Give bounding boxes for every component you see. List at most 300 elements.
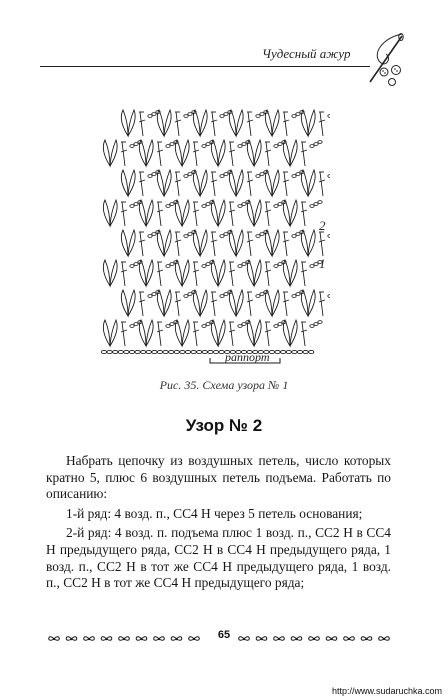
chain-stitch <box>202 265 206 268</box>
stitch-crossbar <box>211 300 217 302</box>
tall-stitch <box>158 202 161 226</box>
cluster-petal <box>272 170 279 196</box>
ornament-dot <box>330 638 332 640</box>
cluster-petal <box>157 170 164 196</box>
chain-stitch <box>141 350 146 353</box>
tall-stitch <box>158 262 161 286</box>
chain-stitch <box>274 265 278 268</box>
cluster-petal <box>301 110 308 136</box>
chain-stitch <box>152 113 156 116</box>
chain-stitch <box>274 145 278 148</box>
stitch-crossbar <box>157 270 163 272</box>
cluster-petal <box>200 110 207 136</box>
tall-stitch <box>302 322 305 346</box>
watermark-url: http://www.sudaruchka.com <box>331 686 442 696</box>
cluster-petal <box>308 170 315 196</box>
chain-stitch <box>135 350 140 353</box>
stitch-crossbar <box>139 180 145 182</box>
chain-stitch <box>166 265 170 268</box>
chain-stitch <box>166 205 170 208</box>
cluster-petal <box>308 110 315 136</box>
paragraph-intro: Набрать цепочку из воздушных петель, число которых кратно 5, плюс 6 воздушных петель подъема. Работать по описанию: <box>46 453 391 502</box>
chain-stitch <box>296 113 300 116</box>
chain-stitch <box>188 113 192 116</box>
chain-stitch <box>134 203 138 206</box>
chain-stitch <box>191 350 196 353</box>
section-title: Узор № 2 <box>185 416 263 435</box>
tall-stitch <box>302 142 305 166</box>
tall-stitch <box>302 202 305 226</box>
tall-stitch <box>320 292 323 316</box>
chain-stitch <box>224 233 228 236</box>
chain-stitch <box>166 325 170 328</box>
chain-stitch <box>148 115 152 118</box>
chain-stitch <box>206 203 210 206</box>
chain-stitch <box>242 263 246 266</box>
tall-stitch <box>320 172 323 196</box>
cluster-petal <box>265 110 272 136</box>
chain-stitch <box>169 350 174 353</box>
cluster-petal <box>193 290 200 316</box>
cluster-petal <box>218 140 225 166</box>
stitch-crossbar <box>121 330 127 332</box>
cluster-petal <box>110 320 117 346</box>
tall-stitch <box>284 172 287 196</box>
cluster-petal <box>103 260 110 286</box>
chain-stitch <box>188 233 192 236</box>
tall-stitch <box>284 292 287 316</box>
chain-stitch <box>260 113 264 116</box>
rapport-label: раппорт <box>225 350 270 364</box>
chain-stitch <box>238 265 242 268</box>
ornament-dot <box>348 638 350 640</box>
cluster-petal <box>211 320 218 346</box>
chain-stitch <box>274 205 278 208</box>
chain-stitch <box>278 323 282 326</box>
chain-stitch <box>113 350 118 353</box>
stitch-crossbar <box>319 120 325 122</box>
stitch-crossbar <box>265 330 271 332</box>
stitch-crossbar <box>139 120 145 122</box>
tall-stitch <box>140 172 143 196</box>
stitch-crossbar <box>247 180 253 182</box>
chain-stitch <box>184 115 188 118</box>
ornament-dot <box>313 638 315 640</box>
cluster-petal <box>229 230 236 256</box>
stitch-crossbar <box>175 240 181 242</box>
chain-stitch <box>188 173 192 176</box>
chain-stitch <box>219 350 224 353</box>
chain-stitch <box>309 350 314 353</box>
chain-stitch <box>242 323 246 326</box>
chain-stitch <box>318 201 322 204</box>
ornament-dot <box>260 638 262 640</box>
chain-stitch <box>269 350 274 353</box>
cluster-petal <box>139 140 146 166</box>
stitch-crossbar <box>247 300 253 302</box>
stitch-crossbar <box>193 270 199 272</box>
chain-stitch <box>278 263 282 266</box>
tall-stitch <box>266 202 269 226</box>
stitch-crossbar <box>265 210 271 212</box>
cluster-petal <box>283 320 290 346</box>
cluster-petal <box>218 200 225 226</box>
stitch-crossbar <box>319 180 325 182</box>
header-rule <box>40 66 370 67</box>
chain-stitch <box>286 350 291 353</box>
cluster-petal <box>218 260 225 286</box>
stitch-crossbar <box>193 150 199 152</box>
cluster-petal <box>247 140 254 166</box>
cluster-petal <box>110 140 117 166</box>
chain-stitch <box>292 235 296 238</box>
tall-stitch <box>302 262 305 286</box>
stitch-crossbar <box>229 150 235 152</box>
chain-stitch <box>152 293 156 296</box>
cluster-petal <box>229 170 236 196</box>
chain-stitch <box>297 350 302 353</box>
chain-stitch <box>202 145 206 148</box>
tall-stitch <box>212 172 215 196</box>
ornament-dot <box>383 638 385 640</box>
body-text <box>46 453 391 595</box>
tall-stitch <box>176 112 179 136</box>
cluster-petal <box>110 200 117 226</box>
chain-stitch <box>101 350 106 353</box>
chain-stitch <box>310 205 314 208</box>
chain-stitch <box>107 350 112 353</box>
chain-stitch <box>157 350 162 353</box>
chain-stitch <box>242 203 246 206</box>
chain-stitch <box>197 350 202 353</box>
cluster-petal <box>236 230 243 256</box>
cluster-petal <box>211 140 218 166</box>
chain-stitch <box>224 113 228 116</box>
cluster-petal <box>182 200 189 226</box>
chain-stitch <box>274 325 278 328</box>
cluster-petal <box>265 290 272 316</box>
chain-stitch <box>206 323 210 326</box>
tall-stitch <box>176 292 179 316</box>
stitch-crossbar <box>283 300 289 302</box>
chain-stitch <box>256 235 260 238</box>
chain-stitch <box>238 145 242 148</box>
stitch-crossbar <box>121 210 127 212</box>
cluster-petal <box>290 200 297 226</box>
row-label-2: 2 <box>319 218 326 233</box>
chain-stitch <box>152 233 156 236</box>
cluster-petal <box>272 290 279 316</box>
stitch-crossbar <box>157 150 163 152</box>
chain-stitch <box>148 175 152 178</box>
stitch-crossbar <box>229 270 235 272</box>
tall-stitch <box>230 202 233 226</box>
stitch-crossbar <box>229 330 235 332</box>
chain-stitch <box>152 350 157 353</box>
chain-stitch <box>130 265 134 268</box>
tall-stitch <box>122 262 125 286</box>
cluster-petal <box>283 260 290 286</box>
cluster-petal <box>247 260 254 286</box>
chain-stitch <box>134 143 138 146</box>
stitch-crossbar <box>283 180 289 182</box>
chain-stitch <box>134 263 138 266</box>
chain-stitch <box>134 323 138 326</box>
chain-stitch <box>318 141 322 144</box>
cluster-petal <box>139 260 146 286</box>
chain-stitch <box>296 173 300 176</box>
footer-ornament-right <box>236 632 396 646</box>
chain-stitch <box>310 265 314 268</box>
tall-stitch <box>176 172 179 196</box>
chain-stitch <box>170 203 174 206</box>
chain-stitch <box>278 143 282 146</box>
cluster-petal <box>301 290 308 316</box>
cluster-petal <box>193 230 200 256</box>
tall-stitch <box>212 232 215 256</box>
ornament-dot <box>243 638 245 640</box>
chain-stitch <box>224 173 228 176</box>
stitch-crossbar <box>265 150 271 152</box>
chain-stitch <box>170 323 174 326</box>
cluster-petal <box>103 200 110 226</box>
cluster-petal <box>308 290 315 316</box>
page-number: 65 <box>217 629 231 641</box>
cluster-petal <box>236 170 243 196</box>
tall-stitch <box>266 262 269 286</box>
stitch-crossbar <box>265 270 271 272</box>
stitch-crossbar <box>301 150 307 152</box>
chain-stitch <box>202 325 206 328</box>
cluster-petal <box>121 170 128 196</box>
stitch-crossbar <box>139 300 145 302</box>
chain-stitch <box>129 350 134 353</box>
stitch-crossbar <box>301 270 307 272</box>
chain-stitch <box>296 233 300 236</box>
chain-stitch <box>260 233 264 236</box>
tall-stitch <box>194 142 197 166</box>
chain-stitch <box>310 325 314 328</box>
chain-stitch <box>292 175 296 178</box>
cluster-petal <box>211 200 218 226</box>
tall-stitch <box>248 112 251 136</box>
cluster-petal <box>103 140 110 166</box>
cluster-petal <box>139 200 146 226</box>
chain-stitch <box>238 205 242 208</box>
cluster-petal <box>110 260 117 286</box>
chain-stitch <box>256 295 260 298</box>
chain-stitch <box>242 143 246 146</box>
stitch-crossbar <box>319 300 325 302</box>
chain-stitch <box>310 145 314 148</box>
cluster-petal <box>121 230 128 256</box>
needle-and-buttons-icon <box>362 28 410 90</box>
chain-stitch <box>130 145 134 148</box>
cluster-petal <box>182 320 189 346</box>
stitch-crossbar <box>157 330 163 332</box>
chain-stitch <box>303 350 308 353</box>
tall-stitch <box>122 142 125 166</box>
page-footer <box>0 626 448 656</box>
cluster-petal <box>229 290 236 316</box>
cluster-petal <box>254 320 261 346</box>
tall-stitch <box>176 232 179 256</box>
chain-stitch <box>206 143 210 146</box>
cluster-petal <box>200 290 207 316</box>
cluster-petal <box>146 320 153 346</box>
cluster-petal <box>175 140 182 166</box>
stitch-crossbar <box>211 240 217 242</box>
cluster-petal <box>182 260 189 286</box>
cluster-petal <box>164 110 171 136</box>
chain-stitch <box>314 263 318 266</box>
cluster-petal <box>175 200 182 226</box>
tall-stitch <box>230 142 233 166</box>
chain-stitch <box>202 205 206 208</box>
stitch-crossbar <box>283 120 289 122</box>
cluster-petal <box>290 140 297 166</box>
cluster-petal <box>128 230 135 256</box>
cluster-petal <box>121 110 128 136</box>
cluster-petal <box>236 110 243 136</box>
chain-stitch <box>146 350 151 353</box>
tall-stitch <box>212 292 215 316</box>
chain-stitch <box>256 115 260 118</box>
cluster-petal <box>175 320 182 346</box>
chain-stitch <box>318 321 322 324</box>
cluster-petal <box>290 260 297 286</box>
cluster-petal <box>175 260 182 286</box>
cluster-petal <box>265 230 272 256</box>
stitch-crossbar <box>301 210 307 212</box>
chain-stitch <box>184 295 188 298</box>
cluster-petal <box>128 290 135 316</box>
tall-stitch <box>194 262 197 286</box>
chain-stitch <box>260 173 264 176</box>
cluster-petal <box>146 140 153 166</box>
cluster-petal <box>139 320 146 346</box>
chain-stitch <box>163 350 168 353</box>
header-title: Чудесный ажур <box>262 46 351 61</box>
stitch-crossbar <box>193 330 199 332</box>
chain-stitch <box>238 325 242 328</box>
stitch-crossbar <box>193 210 199 212</box>
tall-stitch <box>248 232 251 256</box>
cluster-petal <box>254 140 261 166</box>
chain-stitch <box>148 235 152 238</box>
tall-stitch <box>230 322 233 346</box>
chain-stitch <box>296 293 300 296</box>
chain-stitch <box>170 143 174 146</box>
chain-stitch <box>224 293 228 296</box>
tall-stitch <box>140 112 143 136</box>
tall-stitch <box>284 232 287 256</box>
stitch-crossbar <box>175 300 181 302</box>
stitch-crossbar <box>247 240 253 242</box>
chain-stitch <box>256 175 260 178</box>
paragraph-row-1: 1-й ряд: 4 возд. п., СС4 Н через 5 петель основания; <box>66 505 363 521</box>
tall-stitch <box>248 172 251 196</box>
chain-stitch <box>292 115 296 118</box>
stitch-crossbar <box>139 240 145 242</box>
tall-stitch <box>248 292 251 316</box>
cluster-petal <box>301 170 308 196</box>
stitch-crossbar <box>157 210 163 212</box>
tall-stitch <box>284 112 287 136</box>
cluster-petal <box>146 260 153 286</box>
chain-stitch <box>152 173 156 176</box>
cluster-petal <box>103 320 110 346</box>
ornament-dot <box>295 638 297 640</box>
cluster-petal <box>200 230 207 256</box>
cluster-petal <box>272 230 279 256</box>
chain-stitch <box>118 350 123 353</box>
tall-stitch <box>320 112 323 136</box>
cluster-petal <box>164 290 171 316</box>
chain-stitch <box>124 350 129 353</box>
tall-stitch <box>140 232 143 256</box>
chain-stitch <box>328 175 330 178</box>
tall-stitch <box>212 112 215 136</box>
cluster-petal <box>193 170 200 196</box>
chain-stitch <box>328 235 330 238</box>
cluster-petal <box>164 230 171 256</box>
chain-stitch <box>185 350 190 353</box>
stitch-crossbar <box>319 240 325 242</box>
cluster-petal <box>247 320 254 346</box>
tall-stitch <box>122 322 125 346</box>
chain-stitch <box>220 295 224 298</box>
cluster-petal <box>182 140 189 166</box>
paragraph-row-2: 2-й ряд: 4 возд. п. подъема плюс 1 возд. п., СС2 Н в СС4 Н предыдущего ряда, СС2 Н в СС4 Н предыдущего ряда, 1 возд. п., СС2 Н в тот же СС4 Н предыдущего ряда, 1 возд. п., СС2 Н в тот же СС4 Н предыдущего ряда; <box>46 525 391 591</box>
chain-stitch <box>281 350 286 353</box>
ornament-dot <box>365 638 367 640</box>
chain-stitch <box>174 350 179 353</box>
stitch-crossbar <box>301 330 307 332</box>
cluster-petal <box>146 200 153 226</box>
stitch-crossbar <box>175 180 181 182</box>
cluster-petal <box>290 320 297 346</box>
chain-stitch <box>188 293 192 296</box>
tall-stitch <box>140 292 143 316</box>
tall-stitch <box>194 202 197 226</box>
tall-stitch <box>230 262 233 286</box>
chain-stitch <box>314 143 318 146</box>
chain-stitch <box>184 175 188 178</box>
cluster-petal <box>247 200 254 226</box>
stitch-crossbar <box>229 210 235 212</box>
chain-stitch <box>130 205 134 208</box>
chain-stitch <box>220 175 224 178</box>
chain-stitch <box>260 293 264 296</box>
chain-stitch <box>328 295 330 298</box>
stitch-crossbar <box>247 120 253 122</box>
cluster-petal <box>200 170 207 196</box>
chain-stitch <box>180 350 185 353</box>
cluster-petal <box>308 230 315 256</box>
chain-stitch <box>206 263 210 266</box>
stitch-crossbar <box>283 240 289 242</box>
cluster-petal <box>128 170 135 196</box>
tall-stitch <box>158 322 161 346</box>
chain-stitch <box>130 325 134 328</box>
cluster-petal <box>157 230 164 256</box>
ornament-dot <box>278 638 280 640</box>
cluster-petal <box>211 260 218 286</box>
chain-stitch <box>184 235 188 238</box>
tall-stitch <box>266 142 269 166</box>
tall-stitch <box>158 142 161 166</box>
